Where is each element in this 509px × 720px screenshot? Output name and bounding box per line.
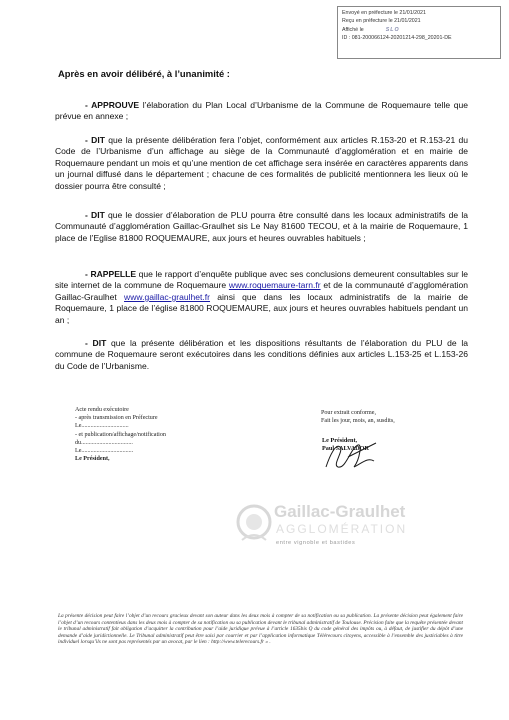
link-gaillac-graulhet[interactable]: www.gaillac-graulhet.fr — [124, 291, 211, 302]
watermark-sub: AGGLOMÉRATION — [276, 522, 408, 536]
keyword-dit: - DIT — [85, 135, 105, 145]
slo-logo: SLO — [385, 26, 400, 33]
paragraph-approuve: - APPROUVE l’élaboration du Plan Local d’Urbanisme de la Commune de Roquemaure telle que prévue en annexe ; — [55, 100, 468, 122]
keyword-dit: - DIT — [85, 338, 107, 348]
keyword-rappelle: - RAPPELLE — [85, 269, 137, 279]
paragraph-dit-executoire: - DIT que la présente délibération et les dispositions résultants de l’élaboration du PLU de la commune de Roquemaure seront exécutoires dans les conditions définies aux articles L.153-25 et L.153-26 du Code de l’Urbanisme. — [55, 338, 468, 371]
prefecture-stamp — [337, 6, 501, 59]
paragraph-dit-consultation: - DIT que le dossier d’élaboration de PLU pourra être consulté dans les locaux administratifs de la Communauté d’agglomération Gaillac-Graulhet sis Le Nay 81600 TECOU, et à la mairie de Roquemaure, 1 place de l’Eglise 81800 ROQUEMAURE, aux jours et heures ouvrables habituels ; — [55, 210, 468, 243]
certified-extract-block: Pour extrait conforme, Fait les jour, mois, an, susdits, — [321, 410, 395, 425]
handwritten-signature — [318, 437, 388, 477]
deliberation-heading: Après en avoir délibéré, à l’unanimité : — [58, 68, 230, 79]
paragraph-dit-affichage: - DIT que la présente délibération fera l’objet, conformément aux articles R.153-20 et R.153-21 du Code de l’Urbanisme d’un affichage au siège de la Communauté d’agglomération et en mairie de Roquemaure pendant un mois et qu’une mention de cet affichage sera insérée en caractères apparents dans un journal diffusé dans le département ; chacune de ces formalités de publicité mentionnera les lieux où le dossier pourra être consulté ; — [55, 135, 468, 191]
stamp-id: ID : 081-200066124-20201214-298_20201-DE — [342, 35, 452, 42]
link-roquemaure[interactable]: www.roquemaure-tarn.fr — [228, 280, 321, 291]
legal-footer: La présente décision peut faire l’objet d’un recours gracieux devant son auteur dans les deux mois à compter de sa notification ou sa publication. La présente décision peut également faire l’objet d’un recours contentieux dans les deux mois à compter de sa notification ou sa publication devant le tribunal administratif de Toulouse. Précision faite que la requête présentée devant le tribunal administratif fait obligation d’acquitter la contribution pour l’aide juridique prévue à l’article 1635bis Q du code général des impôts ou, à défaut, de justifier du dépôt d’une demande d’aide juridictionnelle. Le Tribunal administratif peut être saisi par courrier et par l’application informatique Télérecours citoyens, accessible à l’ensemble des justiciables à titre individuel lorsqu’ils ne sont pas représentés par un avocat, par le lien : http://www.telerecours.fr » . — [58, 613, 463, 646]
stamp-sent-date: Envoyé en préfecture le 21/01/2021 — [342, 10, 426, 16]
president-label: Le Président, — [75, 456, 110, 463]
stamp-received-date: Reçu en préfecture le 21/01/2021 — [342, 18, 421, 25]
keyword-approuve: - APPROUVE — [85, 100, 140, 110]
stamp-posted: Affiché le SLO — [342, 26, 400, 33]
agglomeration-logo-watermark — [232, 500, 408, 567]
watermark-tagline: entre vignoble et bastides — [276, 540, 356, 546]
paragraph-rappelle: - RAPPELLE que le rapport d’enquête publique avec ses conclusions demeurent consultables sur le site internet de la commune de Roquemaure www.roquemaure-tarn.fr et de la communauté d’agglomération Gaillac-Graulhet www.gaillac-graulhet.fr ainsi que dans les locaux administratifs de la mairie de Roquemaure, 1 place de l’église 81800 ROQUEMAURE, aux jours et heures ouvrables habituels pendant un an ; — [55, 269, 469, 325]
watermark-name: Gaillac-Graulhet — [274, 502, 406, 521]
signatory: Le Président, Paul SALVADOR — [322, 437, 369, 453]
keyword-dit: - DIT — [85, 210, 105, 220]
executory-act-block: Acte rendu exécutoire - après transmission en Préfecture Le............................... - et publication/affichage/notification du.................................. Le.................................. Le Président, — [75, 407, 166, 463]
